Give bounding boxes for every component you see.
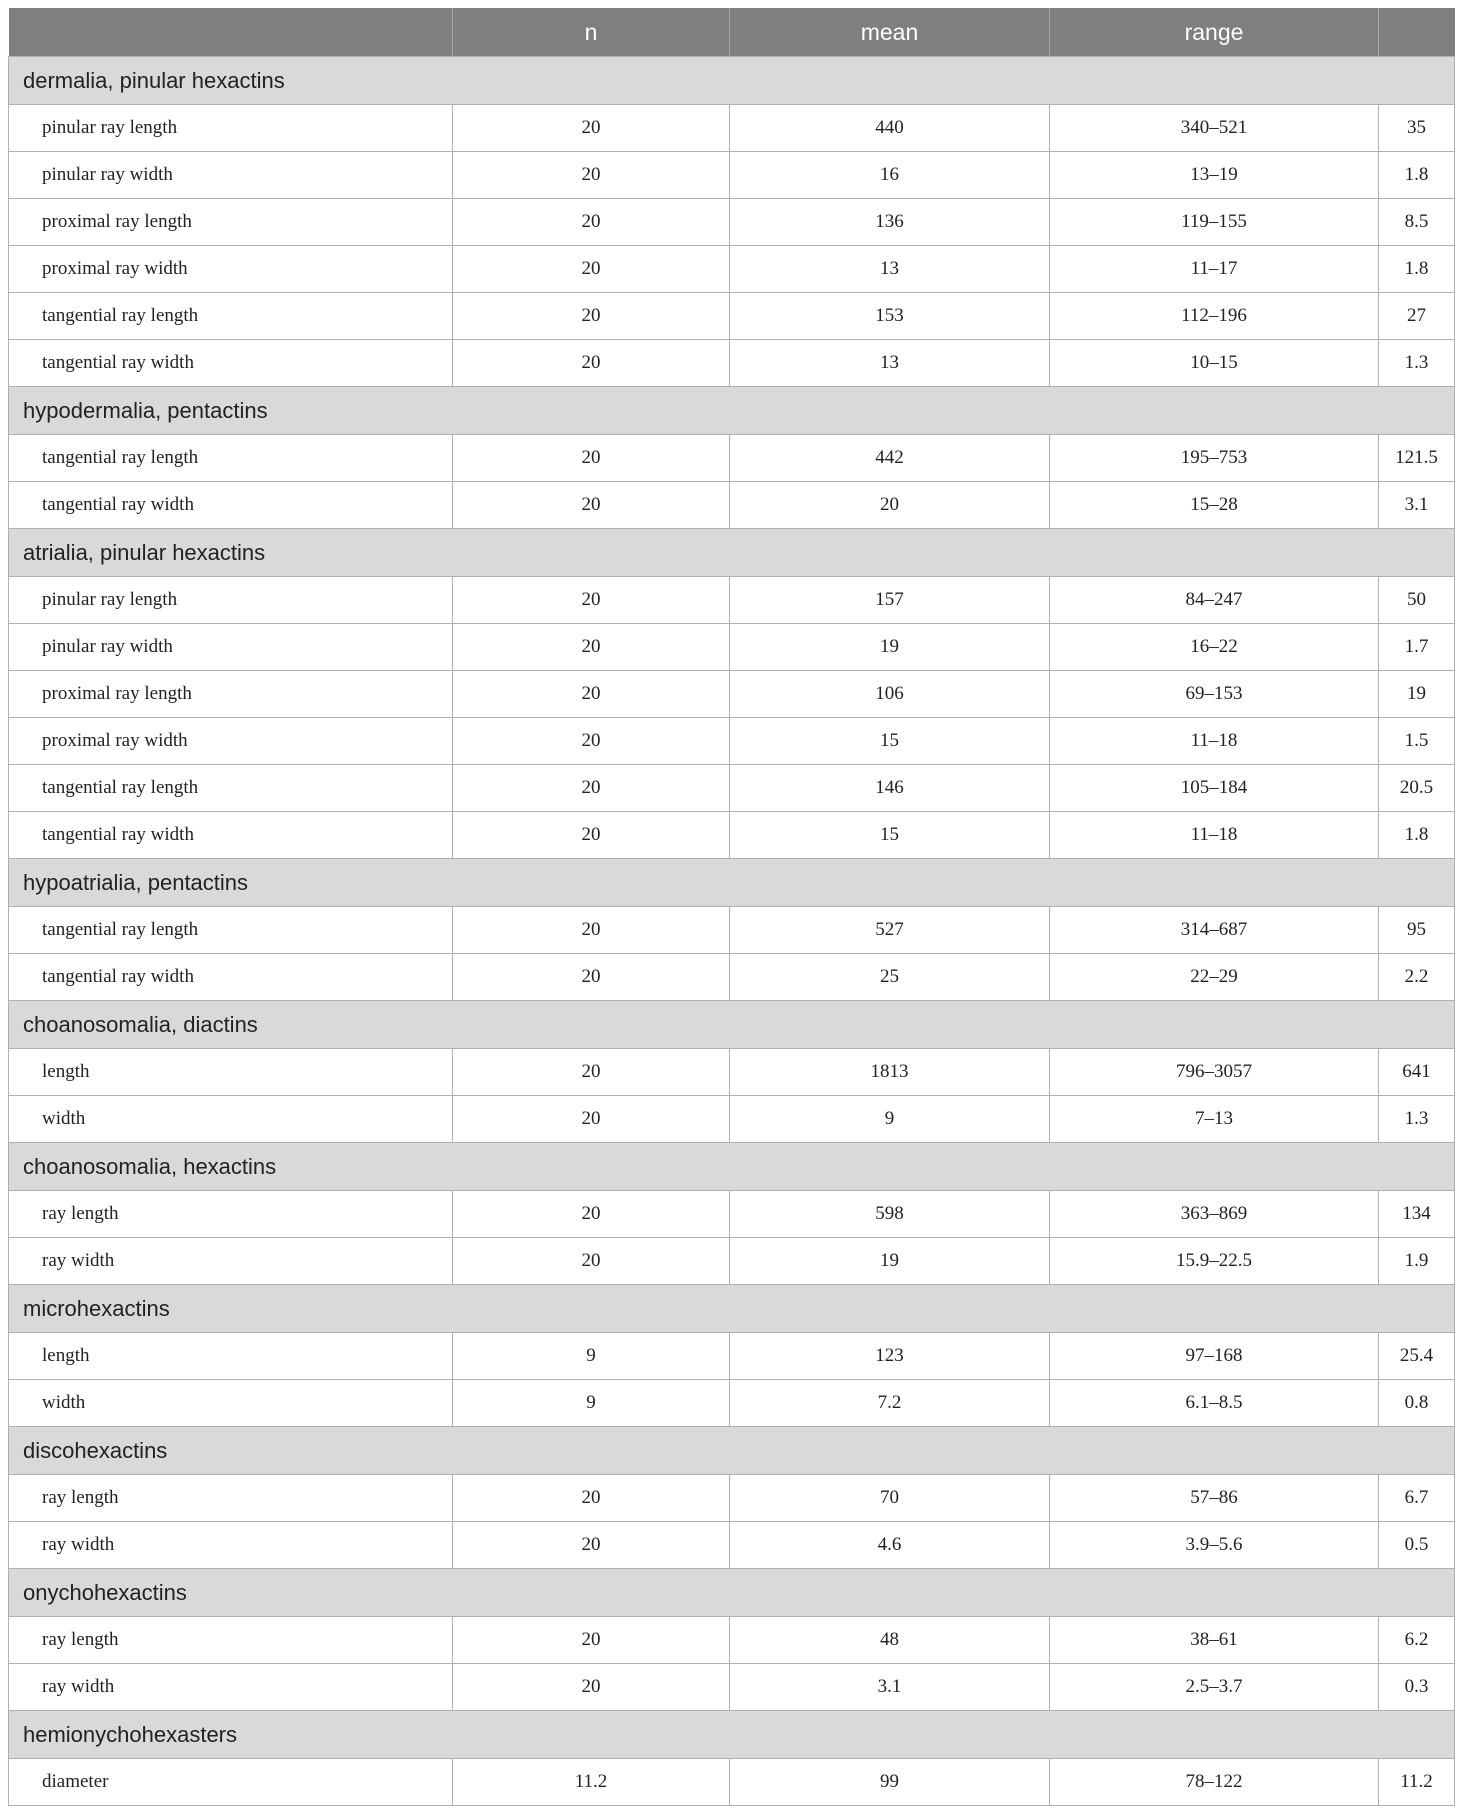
row-sd-cell: 20.5 [1379, 765, 1455, 812]
row-range-cell: 15.9–22.5 [1050, 1238, 1379, 1285]
section-title: choanosomalia, diactins [9, 1001, 1455, 1049]
row-label-cell: tangential ray length [9, 293, 453, 340]
section-title: dermalia, pinular hexactins [9, 57, 1455, 105]
row-range-cell: 6.1–8.5 [1050, 1380, 1379, 1427]
row-sd-cell: 1.3 [1379, 1096, 1455, 1143]
row-sd-cell: 25.4 [1379, 1333, 1455, 1380]
row-range-cell: 11–17 [1050, 246, 1379, 293]
table-row [9, 435, 1455, 482]
header-mean: mean [730, 8, 1050, 57]
row-label-cell: width [9, 1380, 453, 1427]
table-row [9, 1238, 1455, 1285]
row-label-cell: tangential ray length [9, 765, 453, 812]
row-range-cell: 11–18 [1050, 812, 1379, 859]
row-n-cell: 20 [453, 1096, 730, 1143]
section-title: atrialia, pinular hexactins [9, 529, 1455, 577]
row-n-cell: 20 [453, 954, 730, 1001]
row-mean-cell: 25 [730, 954, 1050, 1001]
row-mean-cell: 4.6 [730, 1522, 1050, 1569]
row-range-cell: 119–155 [1050, 199, 1379, 246]
row-n-cell: 20 [453, 765, 730, 812]
row-sd-cell: 641 [1379, 1049, 1455, 1096]
row-mean-cell: 70 [730, 1475, 1050, 1522]
row-label-cell: proximal ray width [9, 718, 453, 765]
table-row [9, 1049, 1455, 1096]
row-label-cell: proximal ray length [9, 199, 453, 246]
row-range-cell: 796–3057 [1050, 1049, 1379, 1096]
row-n-cell: 20 [453, 1049, 730, 1096]
row-mean-cell: 153 [730, 293, 1050, 340]
row-mean-cell: 3.1 [730, 1664, 1050, 1711]
section-header-row [9, 1711, 1455, 1759]
table-row [9, 1191, 1455, 1238]
row-n-cell: 9 [453, 1380, 730, 1427]
row-n-cell: 9 [453, 1333, 730, 1380]
row-mean-cell: 157 [730, 577, 1050, 624]
row-mean-cell: 123 [730, 1333, 1050, 1380]
row-mean-cell: 99 [730, 1759, 1050, 1806]
row-mean-cell: 15 [730, 812, 1050, 859]
section-title: onychohexactins [9, 1569, 1455, 1617]
section-header-row [9, 859, 1455, 907]
header-n: n [453, 8, 730, 57]
row-sd-cell: 50 [1379, 577, 1455, 624]
row-n-cell: 20 [453, 1191, 730, 1238]
row-range-cell: 7–13 [1050, 1096, 1379, 1143]
row-sd-cell: 1.9 [1379, 1238, 1455, 1285]
row-n-cell: 20 [453, 812, 730, 859]
section-header-row [9, 1427, 1455, 1475]
row-mean-cell: 136 [730, 199, 1050, 246]
row-range-cell: 3.9–5.6 [1050, 1522, 1379, 1569]
table-row [9, 152, 1455, 199]
table-row [9, 671, 1455, 718]
row-mean-cell: 146 [730, 765, 1050, 812]
row-range-cell: 363–869 [1050, 1191, 1379, 1238]
row-n-cell: 20 [453, 482, 730, 529]
row-n-cell: 20 [453, 340, 730, 387]
row-range-cell: 84–247 [1050, 577, 1379, 624]
row-mean-cell: 20 [730, 482, 1050, 529]
row-sd-cell: 0.8 [1379, 1380, 1455, 1427]
row-n-cell: 20 [453, 1238, 730, 1285]
row-label-cell: pinular ray length [9, 105, 453, 152]
row-sd-cell: 19 [1379, 671, 1455, 718]
row-n-cell: 20 [453, 152, 730, 199]
row-label-cell: ray width [9, 1664, 453, 1711]
table-row [9, 954, 1455, 1001]
table-row [9, 812, 1455, 859]
section-header-row [9, 1143, 1455, 1191]
section-header-row [9, 1569, 1455, 1617]
table-row [9, 246, 1455, 293]
row-range-cell: 78–122 [1050, 1759, 1379, 1806]
row-n-cell: 20 [453, 671, 730, 718]
row-label-cell: pinular ray width [9, 152, 453, 199]
row-n-cell: 20 [453, 1475, 730, 1522]
row-sd-cell: 1.5 [1379, 718, 1455, 765]
row-range-cell: 2.5–3.7 [1050, 1664, 1379, 1711]
row-sd-cell: 0.5 [1379, 1522, 1455, 1569]
header-range: range [1050, 8, 1379, 57]
row-sd-cell: 35 [1379, 105, 1455, 152]
table-row [9, 1333, 1455, 1380]
row-label-cell: ray length [9, 1191, 453, 1238]
row-n-cell: 20 [453, 1617, 730, 1664]
row-label-cell: ray length [9, 1617, 453, 1664]
row-mean-cell: 19 [730, 1238, 1050, 1285]
row-sd-cell: 2.2 [1379, 954, 1455, 1001]
row-mean-cell: 442 [730, 435, 1050, 482]
row-range-cell: 10–15 [1050, 340, 1379, 387]
row-mean-cell: 13 [730, 246, 1050, 293]
section-header-row [9, 1285, 1455, 1333]
row-label-cell: ray width [9, 1238, 453, 1285]
row-range-cell: 57–86 [1050, 1475, 1379, 1522]
row-sd-cell: 134 [1379, 1191, 1455, 1238]
row-sd-cell: 1.3 [1379, 340, 1455, 387]
row-range-cell: 105–184 [1050, 765, 1379, 812]
row-mean-cell: 527 [730, 907, 1050, 954]
table-row [9, 199, 1455, 246]
row-n-cell: 20 [453, 1664, 730, 1711]
row-sd-cell: 11.2 [1379, 1759, 1455, 1806]
row-label-cell: proximal ray width [9, 246, 453, 293]
row-sd-cell: 121.5 [1379, 435, 1455, 482]
row-label-cell: length [9, 1049, 453, 1096]
row-label-cell: tangential ray width [9, 812, 453, 859]
row-mean-cell: 16 [730, 152, 1050, 199]
row-label-cell: tangential ray width [9, 340, 453, 387]
row-sd-cell: 6.2 [1379, 1617, 1455, 1664]
table-row [9, 105, 1455, 152]
row-range-cell: 11–18 [1050, 718, 1379, 765]
row-label-cell: tangential ray length [9, 907, 453, 954]
row-sd-cell: 95 [1379, 907, 1455, 954]
row-n-cell: 20 [453, 246, 730, 293]
table-header-row [9, 8, 1455, 57]
row-range-cell: 112–196 [1050, 293, 1379, 340]
row-n-cell: 20 [453, 718, 730, 765]
row-mean-cell: 1813 [730, 1049, 1050, 1096]
section-title: hemionychohexasters [9, 1711, 1455, 1759]
row-mean-cell: 13 [730, 340, 1050, 387]
row-n-cell: 20 [453, 624, 730, 671]
section-header-row [9, 57, 1455, 105]
row-sd-cell: 27 [1379, 293, 1455, 340]
row-range-cell: 13–19 [1050, 152, 1379, 199]
row-sd-cell: 8.5 [1379, 199, 1455, 246]
row-label-cell: tangential ray length [9, 435, 453, 482]
measurements-table [8, 8, 1455, 1806]
row-mean-cell: 48 [730, 1617, 1050, 1664]
table-row [9, 340, 1455, 387]
row-label-cell: diameter [9, 1759, 453, 1806]
row-label-cell: proximal ray length [9, 671, 453, 718]
row-range-cell: 69–153 [1050, 671, 1379, 718]
row-n-cell: 20 [453, 293, 730, 340]
row-sd-cell: 3.1 [1379, 482, 1455, 529]
row-n-cell: 20 [453, 577, 730, 624]
table-row [9, 624, 1455, 671]
table-row [9, 482, 1455, 529]
row-label-cell: width [9, 1096, 453, 1143]
table-row [9, 1475, 1455, 1522]
row-sd-cell: 1.8 [1379, 152, 1455, 199]
table-row [9, 765, 1455, 812]
row-range-cell: 314–687 [1050, 907, 1379, 954]
row-mean-cell: 598 [730, 1191, 1050, 1238]
row-range-cell: 15–28 [1050, 482, 1379, 529]
row-sd-cell: 0.3 [1379, 1664, 1455, 1711]
table-row [9, 577, 1455, 624]
table-row [9, 1380, 1455, 1427]
row-range-cell: 22–29 [1050, 954, 1379, 1001]
row-range-cell: 38–61 [1050, 1617, 1379, 1664]
row-label-cell: ray length [9, 1475, 453, 1522]
table-row [9, 1664, 1455, 1711]
row-sd-cell: 1.8 [1379, 246, 1455, 293]
row-range-cell: 16–22 [1050, 624, 1379, 671]
row-n-cell: 11.2 [453, 1759, 730, 1806]
row-mean-cell: 15 [730, 718, 1050, 765]
row-mean-cell: 440 [730, 105, 1050, 152]
section-title: choanosomalia, hexactins [9, 1143, 1455, 1191]
row-range-cell: 97–168 [1050, 1333, 1379, 1380]
row-range-cell: 195–753 [1050, 435, 1379, 482]
table-row [9, 1617, 1455, 1664]
row-mean-cell: 106 [730, 671, 1050, 718]
section-title: hypodermalia, pentactins [9, 387, 1455, 435]
row-mean-cell: 19 [730, 624, 1050, 671]
table-row [9, 293, 1455, 340]
section-header-row [9, 387, 1455, 435]
row-sd-cell: 1.8 [1379, 812, 1455, 859]
header-label-cell [9, 8, 453, 57]
row-n-cell: 20 [453, 199, 730, 246]
row-sd-cell: 1.7 [1379, 624, 1455, 671]
row-label-cell: tangential ray width [9, 954, 453, 1001]
row-label-cell: tangential ray width [9, 482, 453, 529]
row-mean-cell: 7.2 [730, 1380, 1050, 1427]
section-title: hypoatrialia, pentactins [9, 859, 1455, 907]
row-mean-cell: 9 [730, 1096, 1050, 1143]
section-title: microhexactins [9, 1285, 1455, 1333]
section-title: discohexactins [9, 1427, 1455, 1475]
row-label-cell: pinular ray width [9, 624, 453, 671]
row-label-cell: ray width [9, 1522, 453, 1569]
row-n-cell: 20 [453, 105, 730, 152]
row-range-cell: 340–521 [1050, 105, 1379, 152]
section-header-row [9, 1001, 1455, 1049]
measurements-table-container [8, 8, 1454, 1806]
table-row [9, 907, 1455, 954]
row-n-cell: 20 [453, 435, 730, 482]
table-row [9, 1096, 1455, 1143]
table-row [9, 1759, 1455, 1806]
row-sd-cell: 6.7 [1379, 1475, 1455, 1522]
row-label-cell: length [9, 1333, 453, 1380]
table-body [9, 57, 1455, 1806]
table-row [9, 718, 1455, 765]
row-label-cell: pinular ray length [9, 577, 453, 624]
header-sd [1379, 8, 1455, 57]
row-n-cell: 20 [453, 1522, 730, 1569]
row-n-cell: 20 [453, 907, 730, 954]
table-row [9, 1522, 1455, 1569]
section-header-row [9, 529, 1455, 577]
